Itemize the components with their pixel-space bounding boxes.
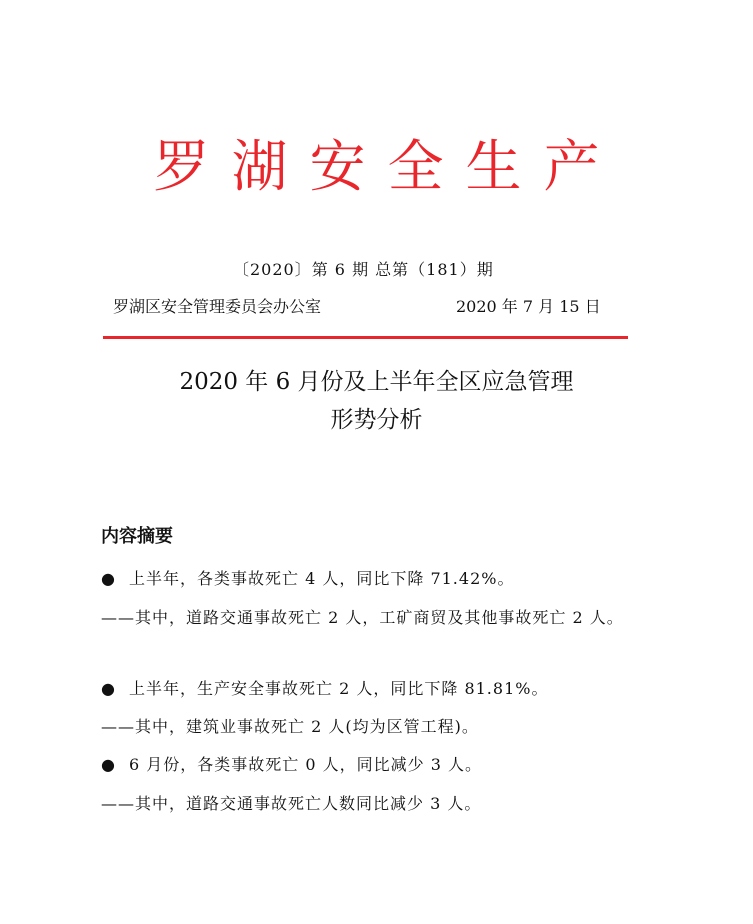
summary-bullet-1 <box>101 559 671 599</box>
bullet-icon: ● <box>101 679 116 698</box>
bullet-icon: ● <box>101 755 116 774</box>
summary-bullet-2 <box>101 669 671 709</box>
summary-detail-1: ——其中，道路交通事故死亡 2 人，工矿商贸及其他事故死亡 2 人。 <box>101 608 624 627</box>
red-divider <box>103 336 628 339</box>
document-title-line-2: 形势分析 <box>330 407 423 433</box>
summary-bullet-3-text: 6 月份，各类事故死亡 0 人，同比减少 3 人。 <box>129 755 482 774</box>
summary-bullet-2-text: 上半年，生产安全事故死亡 2 人，同比下降 81.81%。 <box>129 679 549 698</box>
summary-detail-2: ——其中，建筑业事故死亡 2 人(均为区管工程)。 <box>101 717 479 736</box>
issuing-office: 罗湖区安全管理委员会办公室 <box>113 297 322 316</box>
document-title <box>0 363 753 439</box>
summary-bullet-1-text: 上半年，各类事故死亡 4 人，同比下降 71.42%。 <box>129 569 515 588</box>
document-title-line-1: 2020 年 6 月份及上半年全区应急管理 <box>179 369 574 395</box>
issue-number: 〔2020〕第 6 期 总第（181）期 <box>233 260 494 279</box>
bullet-icon: ● <box>101 569 116 588</box>
issue-date: 2020 年 7 月 15 日 <box>456 297 601 316</box>
summary-heading: 内容摘要 <box>101 526 173 547</box>
summary-bullet-3 <box>101 745 671 785</box>
masthead-title: 罗湖安全生产 <box>153 135 622 200</box>
summary-detail-3: ——其中，道路交通事故死亡人数同比减少 3 人。 <box>101 794 482 813</box>
